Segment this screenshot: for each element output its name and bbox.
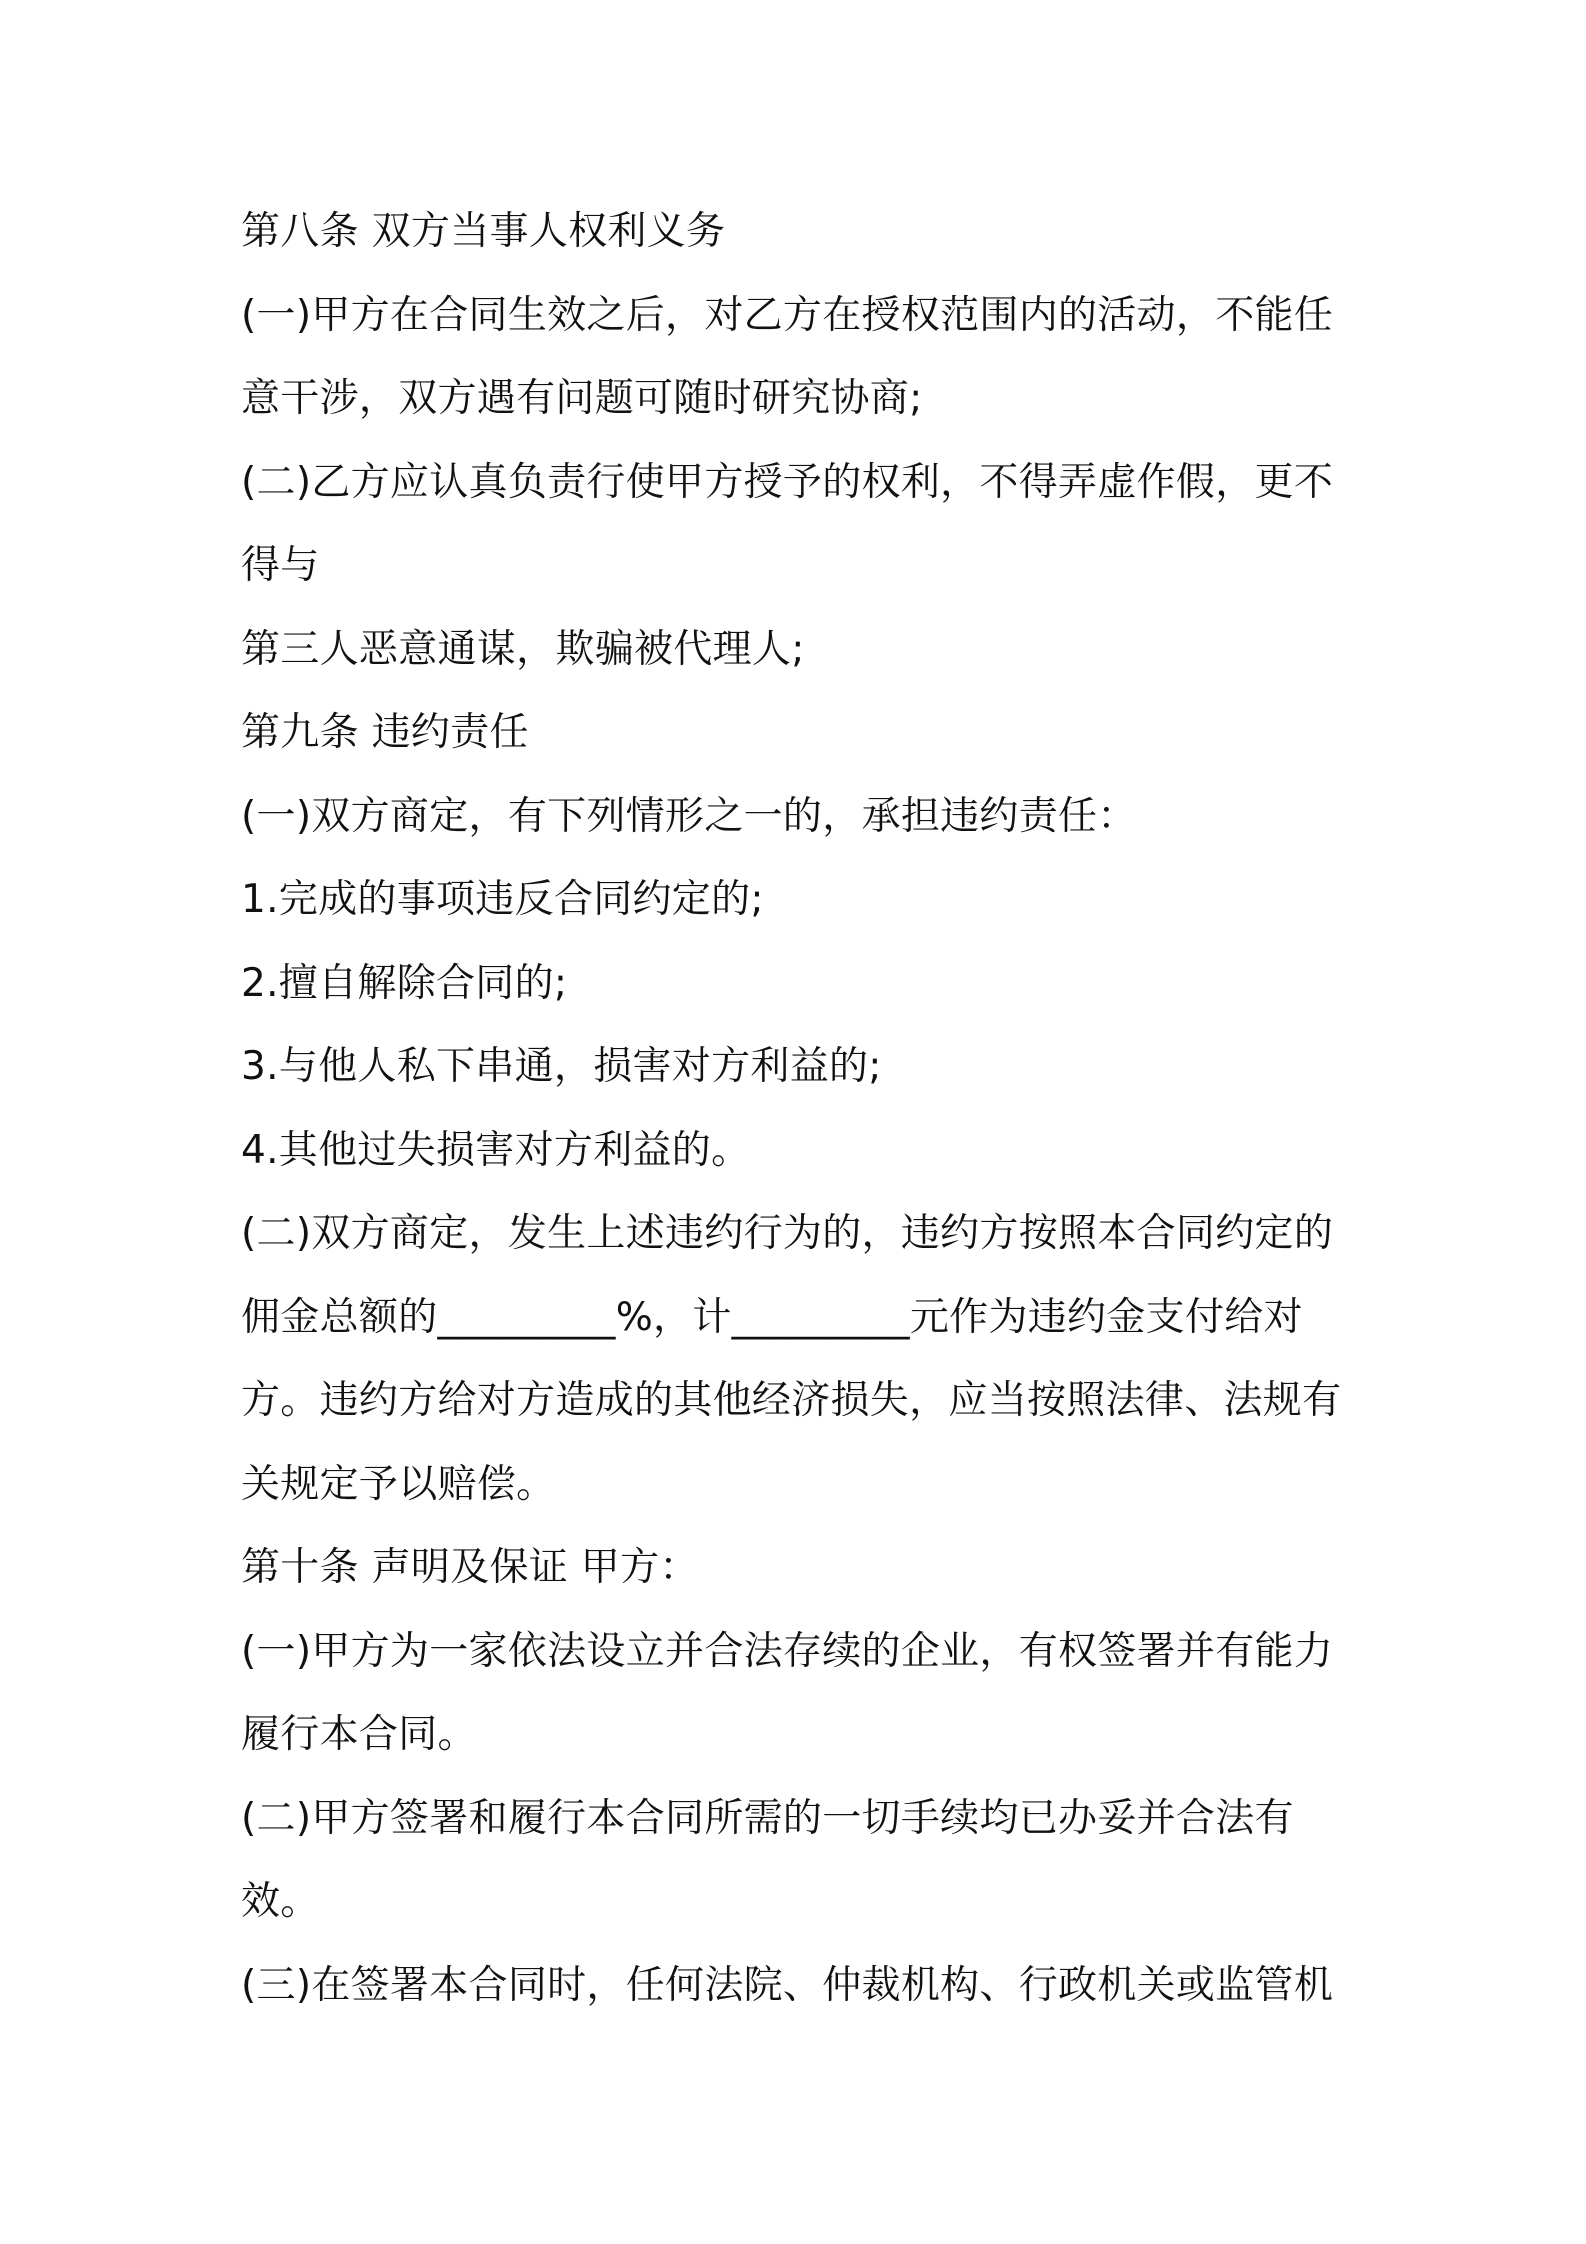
article-10-clause-2-line-1: (二)甲方签署和履行本合同所需的一切手续均已办妥并合法有 bbox=[241, 1795, 1294, 1841]
article-8-clause-2-line-2: 得与 bbox=[241, 543, 320, 588]
document-body bbox=[241, 190, 1351, 2027]
article-9-clause-1: (一)双方商定，有下列情形之一的，承担违约责任： bbox=[241, 793, 1137, 839]
article-9-clause-2-line-3: 方。违约方给对方造成的其他经济损失，应当按照法律、法规有 bbox=[241, 1378, 1342, 1423]
article-9-heading: 第九条 违约责任 bbox=[241, 710, 529, 755]
article-8-clause-2-line-3: 第三人恶意通谋，欺骗被代理人; bbox=[241, 626, 805, 672]
article-9-clause-2-line-4: 关规定予以赔偿。 bbox=[241, 1461, 556, 1507]
article-8-heading: 第八条 双方当事人权利义务 bbox=[241, 209, 726, 254]
article-9-item-3: 3.与他人私下串通，损害对方利益的; bbox=[241, 1044, 882, 1089]
article-10-clause-2-line-2: 效。 bbox=[241, 1879, 320, 1924]
article-8-clause-1-line-1: (一)甲方在合同生效之后，对乙方在授权范围内的活动，不能任 bbox=[241, 292, 1334, 338]
article-9-item-1: 1.完成的事项违反合同约定的; bbox=[241, 877, 764, 922]
article-8-clause-1-line-2: 意干涉，双方遇有问题可随时研究协商; bbox=[241, 376, 923, 421]
article-9-item-4: 4.其他过失损害对方利益的。 bbox=[241, 1127, 751, 1173]
article-10-heading: 第十条 声明及保证 甲方： bbox=[241, 1545, 699, 1590]
article-8-clause-2-line-1: (二)乙方应认真负责行使甲方授予的权利，不得弄虚作假，更不 bbox=[241, 459, 1334, 505]
article-9-clause-2-line-2: 佣金总额的_________%，计_________元作为违约金支付给对 bbox=[241, 1294, 1303, 1340]
article-9-item-2: 2.擅自解除合同的; bbox=[241, 960, 568, 1006]
article-10-clause-1-line-1: (一)甲方为一家依法设立并合法存续的企业，有权签署并有能力 bbox=[241, 1628, 1334, 1674]
article-9-clause-2-line-1: (二)双方商定，发生上述违约行为的，违约方按照本合同约定的 bbox=[241, 1211, 1334, 1256]
article-10-clause-3-line-1: (三)在签署本合同时，任何法院、仲裁机构、行政机关或监管机 bbox=[241, 1962, 1334, 2008]
article-10-clause-1-line-2: 履行本合同。 bbox=[241, 1712, 477, 1757]
